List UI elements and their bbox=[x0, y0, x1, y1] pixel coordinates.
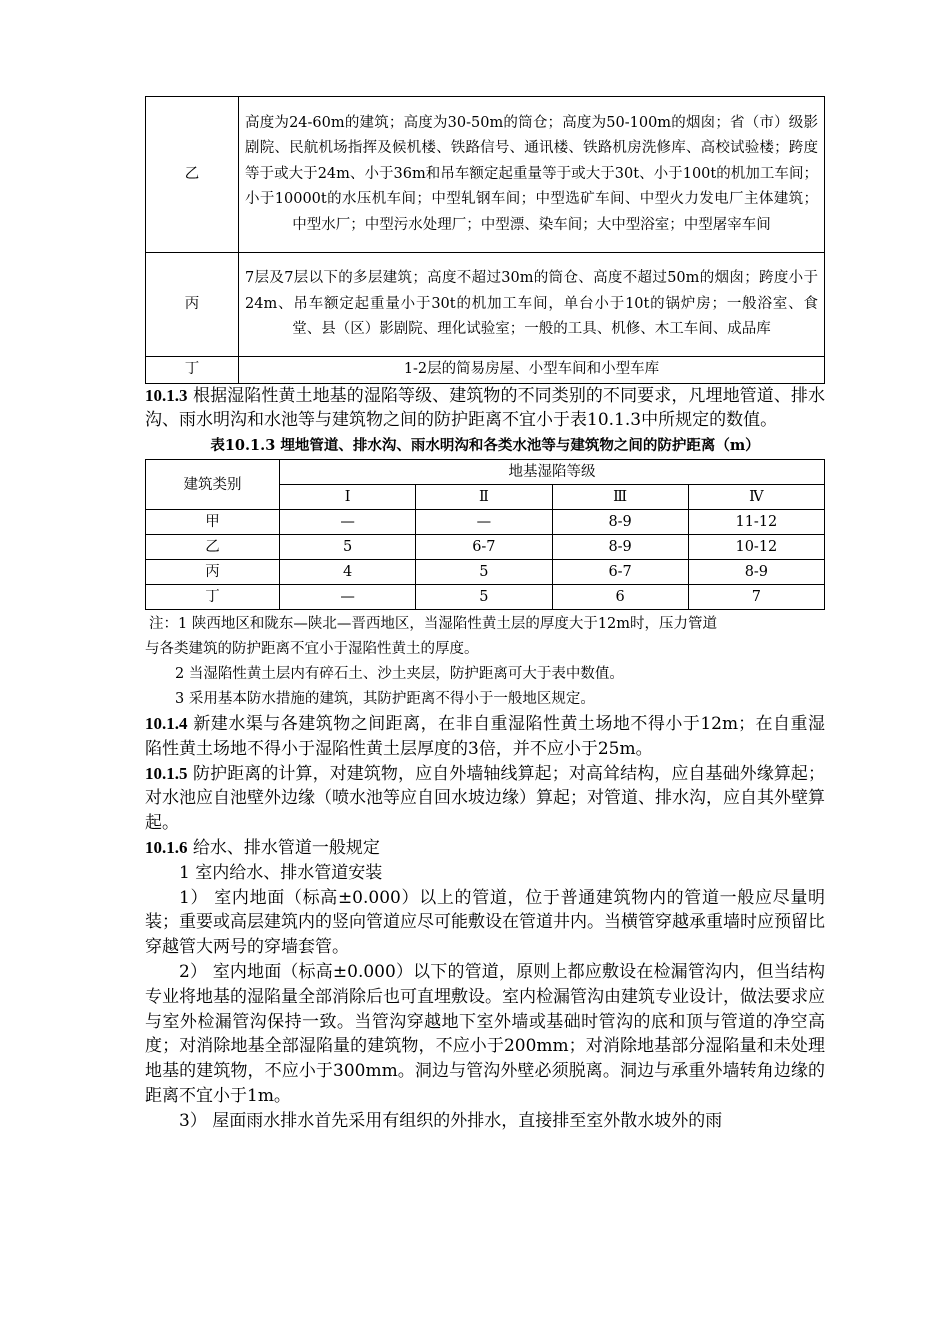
table-header-row bbox=[146, 460, 825, 485]
section-text: 新建水渠与各建筑物之间距离，在非自重湿陷性黄土场地不得小于12m；在自重湿陷性黄土场地不得小于湿陷性黄土层厚度的3倍，并不应小于25m。 bbox=[145, 714, 825, 759]
class-cell: 乙 bbox=[146, 97, 239, 253]
class-cell: 丙 bbox=[146, 560, 280, 585]
value-cell: 5 bbox=[416, 560, 552, 585]
section-number: 10.1.6 bbox=[145, 838, 188, 858]
grade-header: Ⅰ bbox=[280, 485, 416, 510]
value-cell: 8-9 bbox=[552, 510, 688, 535]
section-number: 10.1.4 bbox=[145, 714, 188, 734]
column-header: 建筑类别 bbox=[146, 460, 280, 510]
class-description-cell: 7层及7层以下的多层建筑；高度不超过30m的筒仓、高度不超过50m的烟囱；跨度小于24m、吊车额定起重量小于30t的机加工车间，单台小于10t的锅炉房；一般浴室、食堂、县（区）影剧院、理化试验室；一般的工具、机修、木工车间、成品库 bbox=[239, 253, 825, 357]
table-row bbox=[146, 560, 825, 585]
class-description-cell: 高度为24-60m的建筑；高度为30-50m的筒仓；高度为50-100m的烟囱；省（市）级影剧院、民航机场指挥及候机楼、铁路信号、通讯楼、铁路机房洗修库、高校试验楼；跨度等于或大于24m、小于36m和吊车额定起重量等于或大于30t、小于100t的机加工车间；小于10000t的水压机车间；中型轧钢车间；中型选矿车间、中型火力发电厂主体建筑；中型水厂；中型污水处理厂；中型漂、染车间；大中型浴室；中型屠宰车间 bbox=[239, 97, 825, 253]
paragraph-1: 1） 室内地面（标高±0.000）以上的管道，位于普通建筑物内的管道一般应尽量明装；重要或高层建筑内的竖向管道应尽可能敷设在管道井内。当横管穿越承重墙时应预留比穿越管大两号的穿墙套管。 bbox=[145, 887, 825, 958]
value-cell: 8-9 bbox=[552, 535, 688, 560]
value-cell: 6 bbox=[552, 585, 688, 610]
section-number: 10.1.3 bbox=[145, 385, 188, 405]
value-cell: — bbox=[280, 585, 416, 610]
table-caption: 表10.1.3 埋地管道、排水沟、雨水明沟和各类水池等与建筑物之间的防护距离（m） bbox=[210, 437, 760, 455]
grade-header: Ⅱ bbox=[416, 485, 552, 510]
section-text: 给水、排水管道一般规定 bbox=[187, 838, 380, 859]
value-cell: 6-7 bbox=[552, 560, 688, 585]
table-note-2: 2 当湿陷性黄土层内有碎石土、沙土夹层，防护距离可大于表中数值。 bbox=[175, 666, 624, 683]
table-note-1: 注：1 陕西地区和陇东—陕北—晋西地区，当湿陷性黄土层的厚度大于12m时，压力管道 bbox=[149, 616, 718, 633]
table-row bbox=[146, 253, 825, 357]
class-cell: 甲 bbox=[146, 510, 280, 535]
section-10-1-6 bbox=[145, 836, 825, 861]
item-heading: 1 室内给水、排水管道安装 bbox=[179, 862, 383, 883]
value-cell: 7 bbox=[688, 585, 824, 610]
section-10-1-5 bbox=[145, 762, 825, 836]
table-note-1-cont: 与各类建筑的防护距离不宜小于湿陷性黄土的厚度。 bbox=[145, 641, 479, 658]
value-cell: 8-9 bbox=[688, 560, 824, 585]
building-class-table bbox=[145, 96, 825, 384]
paragraph-3: 3） 屋面雨水排水首先采用有组织的外排水，直接排至室外散水坡外的雨 bbox=[179, 1110, 723, 1131]
section-text: 防护距离的计算，对建筑物，应自外墙轴线算起；对高耸结构，应自基础外缘算起；对水池应自池壁外边缘（喷水池等应自回水坡边缘）算起；对管道、排水沟，应自其外壁算起。 bbox=[145, 763, 825, 834]
table-row bbox=[146, 535, 825, 560]
table-note-3: 3 采用基本防水措施的建筑，其防护距离不得小于一般地区规定。 bbox=[175, 691, 595, 708]
section-number: 10.1.5 bbox=[145, 763, 188, 783]
table-row bbox=[146, 97, 825, 253]
class-cell: 丁 bbox=[146, 357, 239, 384]
value-cell: 10-12 bbox=[688, 535, 824, 560]
table-row bbox=[146, 585, 825, 610]
grade-header: Ⅲ bbox=[552, 485, 688, 510]
value-cell: 5 bbox=[280, 535, 416, 560]
section-text: 根据湿陷性黄土地基的湿陷等级、建筑物的不同类别的不同要求，凡埋地管道、排水沟、雨水明沟和水池等与建筑物之间的防护距离不宜小于表10.1.3中所规定的数值。 bbox=[145, 385, 825, 431]
section-10-1-4 bbox=[145, 712, 825, 762]
table-row bbox=[146, 357, 825, 384]
value-cell: 11-12 bbox=[688, 510, 824, 535]
protection-distance-table bbox=[145, 459, 825, 610]
class-cell: 丙 bbox=[146, 253, 239, 357]
section-10-1-3 bbox=[145, 384, 825, 434]
grade-header: Ⅳ bbox=[688, 485, 824, 510]
table-row bbox=[146, 510, 825, 535]
class-cell: 乙 bbox=[146, 535, 280, 560]
class-description-cell: 1-2层的简易房屋、小型车间和小型车库 bbox=[239, 357, 825, 384]
paragraph-2: 2） 室内地面（标高±0.000）以下的管道，原则上都应敷设在检漏管沟内，但当结构专业将地基的湿陷量全部消除后也可直埋敷设。室内检漏管沟由建筑专业设计，做法要求应与室外检漏管沟保持一致。当管沟穿越地下室外墙或基础时管沟的底和顶与管道的净空高度；对消除地基全部湿陷量的建筑物，不应小于200mm；对消除地基部分湿陷量和未处理地基的建筑物，不应小于300mm。洞边与管沟外壁必须脱离。洞边与承重外墙转角边缘的距离不宜小于1m。 bbox=[145, 962, 825, 1107]
value-cell: — bbox=[280, 510, 416, 535]
document-page bbox=[145, 96, 825, 1134]
value-cell: 5 bbox=[416, 585, 552, 610]
group-header: 地基湿陷等级 bbox=[280, 460, 825, 485]
value-cell: 4 bbox=[280, 560, 416, 585]
class-cell: 丁 bbox=[146, 585, 280, 610]
value-cell: — bbox=[416, 510, 552, 535]
value-cell: 6-7 bbox=[416, 535, 552, 560]
